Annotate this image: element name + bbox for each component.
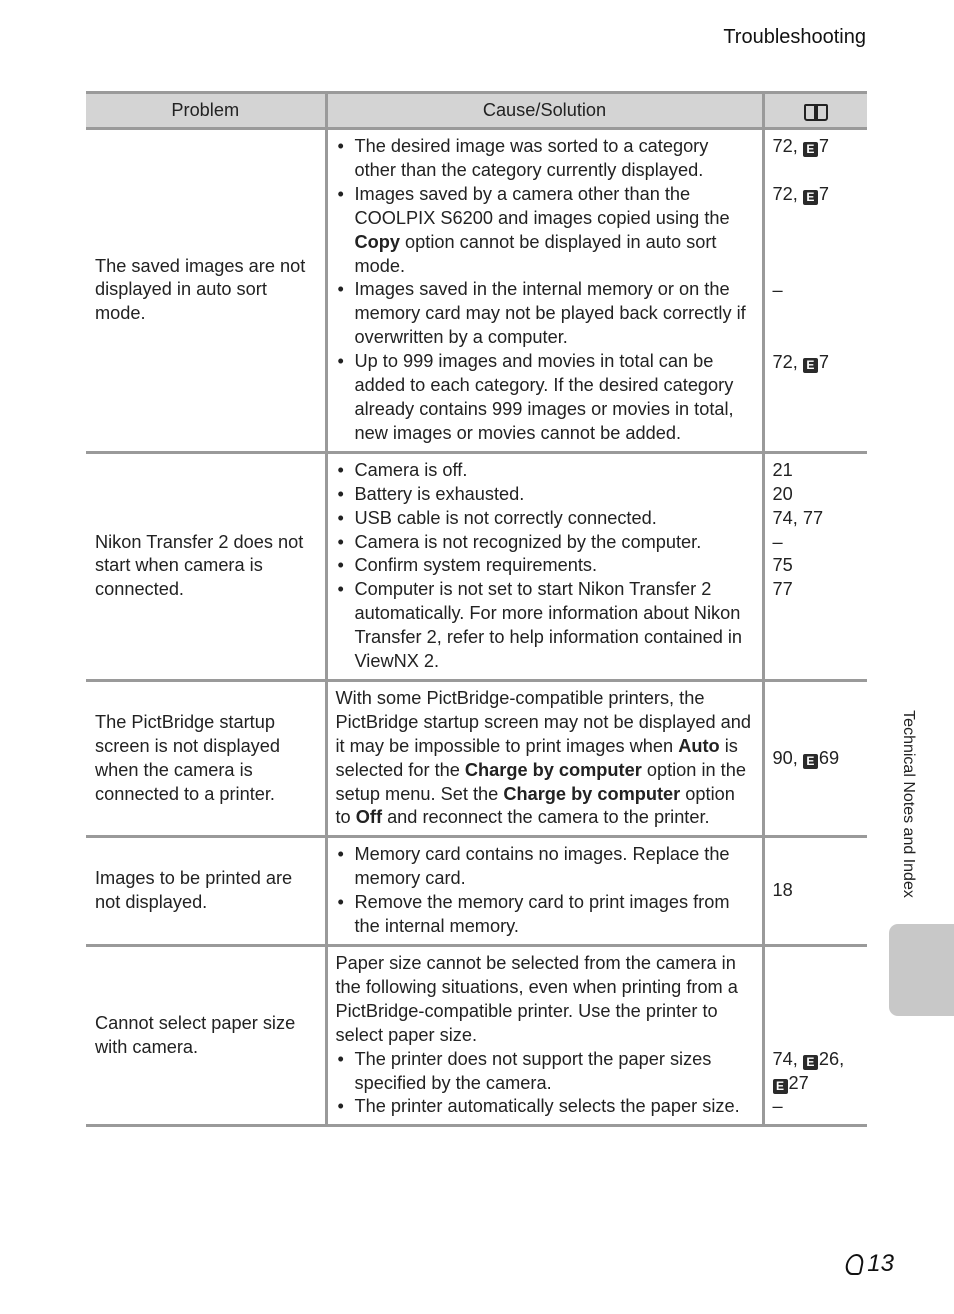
problem-cell: The saved images are not displayed in auto sort mode. xyxy=(86,129,326,453)
page-reference xyxy=(773,1048,860,1072)
charge-by-computer-label: Charge by computer xyxy=(503,783,681,804)
solution-cell xyxy=(326,452,763,680)
list-item: • Images saved in the internal memory or on the memory card may not be played back correctly if overwritten by a computer. xyxy=(336,278,754,350)
ref-page: 74, xyxy=(772,1048,803,1069)
reference-cell xyxy=(763,946,867,1126)
list-item: • The desired image was sorted to a category other than the category currently displayed. xyxy=(336,135,754,183)
list-item: • Remove the memory card to print images from the internal memory. xyxy=(336,891,754,939)
problem-cell: Cannot select paper size with camera. xyxy=(86,946,326,1126)
list-item: • Camera is not recognized by the computer. xyxy=(336,531,754,555)
table-row xyxy=(86,837,867,946)
page-reference xyxy=(773,183,860,207)
reference-cell xyxy=(763,452,867,680)
page-reference: – xyxy=(772,531,783,552)
side-tab-label: Technical Notes and Index xyxy=(900,710,917,898)
ref-e-page: 7 xyxy=(818,183,829,204)
solution-cell xyxy=(326,129,763,453)
list-item: • The printer does not support the paper sizes specified by the camera. xyxy=(336,1048,754,1096)
ref-e-page: 26, xyxy=(818,1048,845,1069)
solution-text: With some PictBridge-compatible printers, the PictBridge startup screen may not be displayed and it may be impossible to print images when xyxy=(335,687,752,756)
e-section-icon: E xyxy=(803,190,818,205)
page-reference xyxy=(773,1072,860,1096)
table-row xyxy=(86,452,867,680)
table-row xyxy=(86,946,867,1126)
e-section-icon: E xyxy=(803,142,818,157)
solution-text: is selected for the xyxy=(335,735,738,780)
troubleshooting-page-icon xyxy=(843,1252,865,1274)
ref-e-page: 69 xyxy=(818,747,840,768)
ref-page: 72, xyxy=(772,351,803,372)
list-item: • Memory card contains no images. Replace the memory card. xyxy=(336,843,754,891)
e-section-icon: E xyxy=(773,1079,788,1094)
column-header-reference xyxy=(763,93,867,129)
problem-cell: Nikon Transfer 2 does not start when camera is connected. xyxy=(86,452,326,680)
column-header-cause-solution: Cause/Solution xyxy=(326,93,763,129)
ref-e-page: 27 xyxy=(788,1072,809,1093)
page-reference: 20 xyxy=(772,483,793,504)
page-reference: – xyxy=(772,1096,783,1117)
auto-setting-label: Auto xyxy=(678,735,720,756)
e-section-icon: E xyxy=(803,754,818,769)
page-number-text: 13 xyxy=(867,1250,894,1277)
e-section-icon: E xyxy=(803,358,818,373)
solution-text: option in the setup menu. Set the xyxy=(335,759,746,804)
solution-list xyxy=(336,135,754,446)
page-reference: – xyxy=(772,279,783,300)
e-section-icon: E xyxy=(803,1055,818,1070)
page-reference: 75 xyxy=(772,555,793,576)
list-item-text: Images saved by a camera other than the COOLPIX S6200 and images copied using the xyxy=(354,183,730,228)
solution-list xyxy=(336,459,754,674)
ref-page: 72, xyxy=(772,136,803,156)
reference-cell xyxy=(763,837,867,946)
solution-cell xyxy=(326,837,763,946)
side-tab xyxy=(889,924,954,1016)
list-item-text: option cannot be displayed in auto sort mode. xyxy=(354,231,717,276)
ref-page: 72, xyxy=(772,183,803,204)
page-number xyxy=(843,1250,894,1278)
ref-e-page: 7 xyxy=(818,351,829,372)
page-reference: 77 xyxy=(772,579,793,600)
reference-cell xyxy=(763,129,867,453)
problem-cell: Images to be printed are not displayed. xyxy=(86,837,326,946)
list-item: • The printer automatically selects the paper size. xyxy=(336,1095,754,1119)
list-item: • Battery is exhausted. xyxy=(336,483,754,507)
solution-intro: Paper size cannot be selected from the camera in the following situations, even when printing from a PictBridge-compatible printer. Use the printer to select paper size. xyxy=(335,953,738,1045)
off-setting-label: Off xyxy=(355,807,382,828)
table-row xyxy=(86,129,867,453)
page-reference: 74, 77 xyxy=(772,507,824,528)
solution-text: option to xyxy=(335,783,735,828)
solution-list xyxy=(336,843,754,939)
solution-list xyxy=(336,1048,754,1120)
solution-cell xyxy=(326,946,763,1126)
page-reference: 18 xyxy=(772,880,793,901)
column-header-problem: Problem xyxy=(86,93,326,129)
charge-by-computer-label: Charge by computer xyxy=(464,759,642,780)
troubleshooting-table xyxy=(86,91,867,1127)
copy-option-label: Copy xyxy=(354,231,400,252)
list-item xyxy=(336,183,754,279)
table-row xyxy=(86,680,867,836)
reference-cell xyxy=(763,680,867,836)
ref-e-page: 7 xyxy=(818,136,829,156)
section-title: Troubleshooting xyxy=(723,26,866,48)
solution-text: and reconnect the camera to the printer. xyxy=(387,807,710,828)
list-item: • Up to 999 images and movies in total can be added to each category. If the desired category already contains 999 images or movies in total, new images or movies cannot be added. xyxy=(336,350,754,446)
ref-page: 90, xyxy=(772,747,803,768)
book-icon xyxy=(804,103,828,119)
table-header-row xyxy=(86,93,867,129)
solution-cell xyxy=(326,680,763,836)
page-reference: 21 xyxy=(772,459,793,480)
list-item: • USB cable is not correctly connected. xyxy=(336,507,754,531)
list-item: • Computer is not set to start Nikon Transfer 2 automatically. For more information about Nikon Transfer 2, refer to help information contained in ViewNX 2. xyxy=(336,578,754,674)
page-reference xyxy=(773,747,860,771)
list-item: • Camera is off. xyxy=(336,459,754,483)
page-reference xyxy=(773,135,860,159)
page-reference xyxy=(773,351,860,375)
problem-cell: The PictBridge startup screen is not displayed when the camera is connected to a printer. xyxy=(86,680,326,836)
list-item: • Confirm system requirements. xyxy=(336,554,754,578)
